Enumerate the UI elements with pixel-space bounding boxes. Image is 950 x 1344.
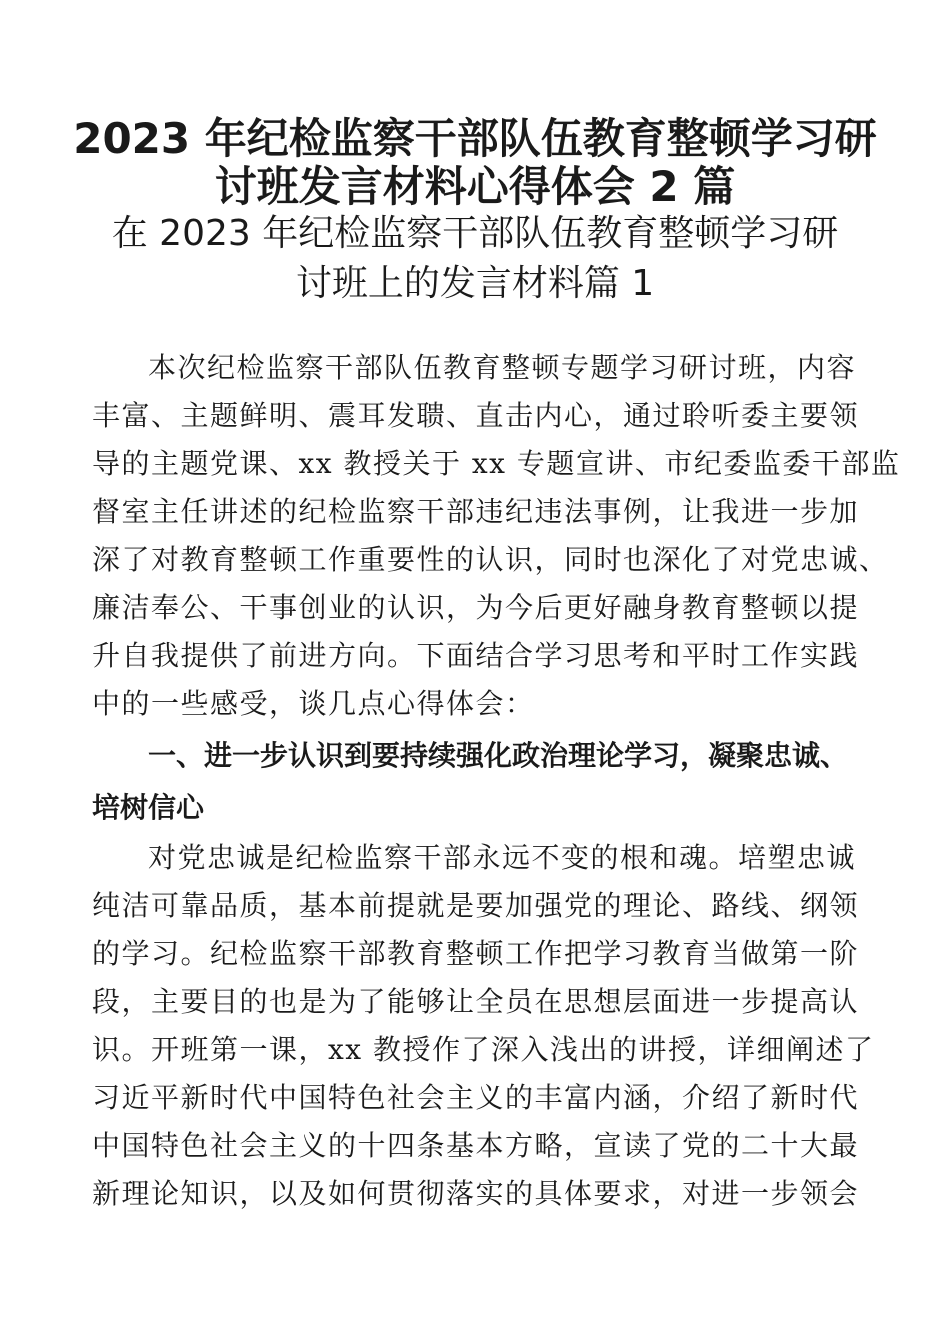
paragraph-line: 习近平新时代中国特色社会主义的丰富内涵，介绍了新时代 — [92, 1081, 860, 1114]
paragraph-line: 对党忠诚是纪检监察干部永远不变的根和魂。培塑忠诚 — [148, 841, 857, 874]
paragraph-line: 中的一些感受，谈几点心得体会： — [92, 687, 535, 720]
document-title-line-1: 2023 年纪检监察干部队伍教育整顿学习研 — [73, 114, 877, 163]
paragraph-line: 新理论知识，以及如何贯彻落实的具体要求，对进一步领会 — [92, 1177, 860, 1210]
section-subtitle-line-2: 讨班上的发言材料篇 1 — [295, 263, 655, 304]
section-heading-line: 培树信心 — [92, 791, 205, 824]
paragraph-line: 纯洁可靠品质，基本前提就是要加强党的理论、路线、纲领 — [92, 889, 860, 922]
paragraph-line: 深了对教育整顿工作重要性的认识，同时也深化了对党忠诚、 — [92, 543, 889, 576]
paragraph-line: 的学习。纪检监察干部教育整顿工作把学习教育当做第一阶 — [92, 937, 860, 970]
section-subtitle-line-1: 在 2023 年纪检监察干部队伍教育整顿学习研 — [111, 213, 839, 254]
paragraph-line: 升自我提供了前进方向。下面结合学习思考和平时工作实践 — [92, 639, 860, 672]
paragraph-line: 督室主任讲述的纪检监察干部违纪违法事例，让我进一步加 — [92, 495, 860, 528]
paragraph-line: 识。开班第一课，xx 教授作了深入浅出的讲授，详细阐述了 — [92, 1033, 875, 1066]
paragraph-line: 中国特色社会主义的十四条基本方略，宣读了党的二十大最 — [92, 1129, 860, 1162]
section-heading-line: 一、进一步认识到要持续强化政治理论学习，凝聚忠诚、 — [148, 739, 849, 772]
paragraph-line: 导的主题党课、xx 教授关于 xx 专题宣讲、市纪委监委干部监 — [92, 447, 901, 480]
paragraph-line: 段，主要目的也是为了能够让全员在思想层面进一步提高认 — [92, 985, 860, 1018]
paragraph-line: 丰富、主题鲜明、震耳发聩、直击内心，通过聆听委主要领 — [92, 399, 860, 432]
document-title-line-2: 讨班发言材料心得体会 2 篇 — [214, 162, 736, 211]
paragraph-line: 本次纪检监察干部队伍教育整顿专题学习研讨班，内容 — [148, 351, 857, 384]
paragraph-line: 廉洁奉公、干事创业的认识，为今后更好融身教育整顿以提 — [92, 591, 860, 624]
